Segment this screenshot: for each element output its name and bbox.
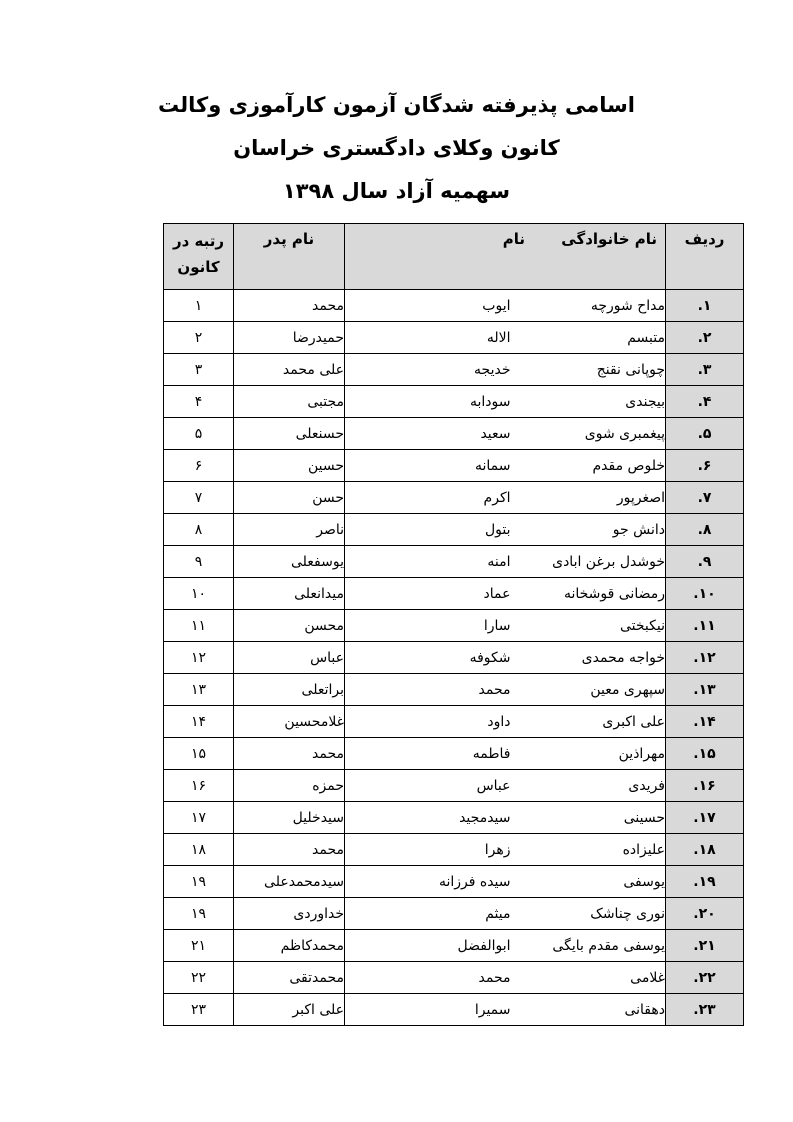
first-name-cell: بتول — [345, 514, 511, 546]
rank-cell: ۱۹ — [164, 866, 234, 898]
rank-cell: ۹ — [164, 546, 234, 578]
first-name-cell: ابوالفضل — [345, 930, 511, 962]
rank-cell: ۳ — [164, 354, 234, 386]
first-name-cell: امنه — [345, 546, 511, 578]
first-name-cell: شکوفه — [345, 642, 511, 674]
first-name-cell: سمیرا — [345, 994, 511, 1026]
first-name-cell: عباس — [345, 770, 511, 802]
row-number: ۵. — [666, 418, 744, 450]
rank-cell: ۷ — [164, 482, 234, 514]
first-name-cell: سودابه — [345, 386, 511, 418]
family-name-cell: غلامی — [511, 962, 666, 994]
first-name-cell: محمد — [345, 674, 511, 706]
table-header-row — [164, 224, 744, 290]
father-name-cell: محمد — [234, 834, 345, 866]
row-number: ۱۲. — [666, 642, 744, 674]
rank-cell: ۱۱ — [164, 610, 234, 642]
row-number: ۱۷. — [666, 802, 744, 834]
table-row — [164, 514, 744, 546]
rank-cell: ۱۴ — [164, 706, 234, 738]
rank-cell: ۲۱ — [164, 930, 234, 962]
row-number: ۱۹. — [666, 866, 744, 898]
father-name-cell: حسن — [234, 482, 345, 514]
row-number: ۸. — [666, 514, 744, 546]
first-name-cell: سارا — [345, 610, 511, 642]
table-body — [164, 290, 744, 1026]
row-number: ۷. — [666, 482, 744, 514]
rank-cell: ۵ — [164, 418, 234, 450]
father-name-cell: غلامحسین — [234, 706, 345, 738]
father-name-cell: محمد — [234, 290, 345, 322]
family-name-cell: سپهری معین — [511, 674, 666, 706]
table-row — [164, 610, 744, 642]
row-number: ۱۳. — [666, 674, 744, 706]
row-number: ۲۱. — [666, 930, 744, 962]
first-name-cell: الاله — [345, 322, 511, 354]
table-row — [164, 674, 744, 706]
father-name-cell: علی اکبر — [234, 994, 345, 1026]
father-name-cell: سیدمحمدعلی — [234, 866, 345, 898]
table-row — [164, 898, 744, 930]
first-name-cell: سمانه — [345, 450, 511, 482]
row-number: ۱۰. — [666, 578, 744, 610]
father-name-cell: میدانعلی — [234, 578, 345, 610]
row-number: ۱. — [666, 290, 744, 322]
row-number: ۴. — [666, 386, 744, 418]
table-row — [164, 866, 744, 898]
table-row — [164, 482, 744, 514]
row-number: ۲۰. — [666, 898, 744, 930]
row-number: ۶. — [666, 450, 744, 482]
row-number: ۱۵. — [666, 738, 744, 770]
rank-cell: ۲ — [164, 322, 234, 354]
rank-cell: ۱۰ — [164, 578, 234, 610]
family-name-cell: اصغرپور — [511, 482, 666, 514]
rank-cell: ۸ — [164, 514, 234, 546]
first-name-cell: خدیجه — [345, 354, 511, 386]
father-name-cell: محمدتقی — [234, 962, 345, 994]
first-name-cell: محمد — [345, 962, 511, 994]
header-father-name: نام پدر — [234, 224, 345, 290]
title-line-2: کانون وکلای دادگستری خراسان — [233, 136, 560, 160]
table-row — [164, 354, 744, 386]
table-row — [164, 546, 744, 578]
row-number: ۳. — [666, 354, 744, 386]
father-name-cell: محمدکاظم — [234, 930, 345, 962]
father-name-cell: محمد — [234, 738, 345, 770]
table-row — [164, 386, 744, 418]
family-name-cell: نوری چناشک — [511, 898, 666, 930]
row-number: ۲۲. — [666, 962, 744, 994]
father-name-cell: محسن — [234, 610, 345, 642]
father-name-cell: حسین — [234, 450, 345, 482]
rank-cell: ۲۳ — [164, 994, 234, 1026]
family-name-cell: فریدی — [511, 770, 666, 802]
first-name-cell: سیدمجید — [345, 802, 511, 834]
table-row — [164, 738, 744, 770]
rank-cell: ۱ — [164, 290, 234, 322]
row-number: ۱۶. — [666, 770, 744, 802]
family-name-cell: حسینی — [511, 802, 666, 834]
table-row — [164, 962, 744, 994]
father-name-cell: ناصر — [234, 514, 345, 546]
rank-cell: ۱۳ — [164, 674, 234, 706]
father-name-cell: علی محمد — [234, 354, 345, 386]
table-row — [164, 642, 744, 674]
first-name-cell: داود — [345, 706, 511, 738]
family-name-cell: خلوص مقدم — [511, 450, 666, 482]
table-row — [164, 290, 744, 322]
table-row — [164, 418, 744, 450]
first-name-cell: زهرا — [345, 834, 511, 866]
family-name-cell: مداح شورچه — [511, 290, 666, 322]
table-row — [164, 322, 744, 354]
family-name-cell: مهراذین — [511, 738, 666, 770]
family-name-cell: بیجندی — [511, 386, 666, 418]
family-name-cell: رمضانی قوشخانه — [511, 578, 666, 610]
family-name-cell: پیغمبری شوی — [511, 418, 666, 450]
first-name-cell: میثم — [345, 898, 511, 930]
title-line-3: سهمیه آزاد سال ۱۳۹۸ — [282, 179, 511, 203]
table-row — [164, 450, 744, 482]
row-number: ۹. — [666, 546, 744, 578]
family-name-cell: نیکبختی — [511, 610, 666, 642]
rank-cell: ۱۹ — [164, 898, 234, 930]
father-name-cell: یوسفعلی — [234, 546, 345, 578]
row-number: ۱۱. — [666, 610, 744, 642]
header-rank — [164, 224, 234, 290]
first-name-cell: ایوب — [345, 290, 511, 322]
rank-cell: ۱۸ — [164, 834, 234, 866]
first-name-cell: سعید — [345, 418, 511, 450]
rank-cell: ۱۵ — [164, 738, 234, 770]
rank-cell: ۲۲ — [164, 962, 234, 994]
family-name-cell: متبسم — [511, 322, 666, 354]
header-rank-line-2: کانون — [177, 258, 220, 276]
father-name-cell: مجتبی — [234, 386, 345, 418]
row-number: ۲۳. — [666, 994, 744, 1026]
family-name-cell: یوسفی — [511, 866, 666, 898]
father-name-cell: سیدخلیل — [234, 802, 345, 834]
family-name-cell: چوپانی نقنج — [511, 354, 666, 386]
first-name-cell: اکرم — [345, 482, 511, 514]
document-title — [0, 84, 793, 213]
table-row — [164, 802, 744, 834]
row-number: ۲. — [666, 322, 744, 354]
table-row — [164, 834, 744, 866]
family-name-cell: یوسفی مقدم بایگی — [511, 930, 666, 962]
table-row — [164, 706, 744, 738]
rank-cell: ۱۷ — [164, 802, 234, 834]
header-name — [345, 224, 666, 290]
row-number: ۱۸. — [666, 834, 744, 866]
header-first-name: نام — [502, 230, 525, 248]
family-name-cell: دانش جو — [511, 514, 666, 546]
header-radif: ردیف — [666, 224, 744, 290]
father-name-cell: براتعلی — [234, 674, 345, 706]
family-name-cell: علیزاده — [511, 834, 666, 866]
admitted-list-table — [163, 223, 744, 1026]
family-name-cell: خواجه محمدی — [511, 642, 666, 674]
header-family-name: نام خانوادگی — [561, 230, 657, 248]
table-row — [164, 930, 744, 962]
first-name-cell: سیده فرزانه — [345, 866, 511, 898]
family-name-cell: دهقانی — [511, 994, 666, 1026]
table-row — [164, 994, 744, 1026]
father-name-cell: حمزه — [234, 770, 345, 802]
rank-cell: ۱۶ — [164, 770, 234, 802]
father-name-cell: حسنعلی — [234, 418, 345, 450]
family-name-cell: خوشدل برغن ابادی — [511, 546, 666, 578]
table-row — [164, 770, 744, 802]
rank-cell: ۱۲ — [164, 642, 234, 674]
rank-cell: ۴ — [164, 386, 234, 418]
header-rank-line-1: رتبه در — [172, 232, 225, 250]
first-name-cell: عماد — [345, 578, 511, 610]
first-name-cell: فاطمه — [345, 738, 511, 770]
family-name-cell: علی اکبری — [511, 706, 666, 738]
title-line-1: اسامی پذیرفته شدگان آزمون کارآموزی وکالت — [158, 93, 635, 117]
father-name-cell: عباس — [234, 642, 345, 674]
row-number: ۱۴. — [666, 706, 744, 738]
table-row — [164, 578, 744, 610]
rank-cell: ۶ — [164, 450, 234, 482]
father-name-cell: خداوردی — [234, 898, 345, 930]
father-name-cell: حمیدرضا — [234, 322, 345, 354]
